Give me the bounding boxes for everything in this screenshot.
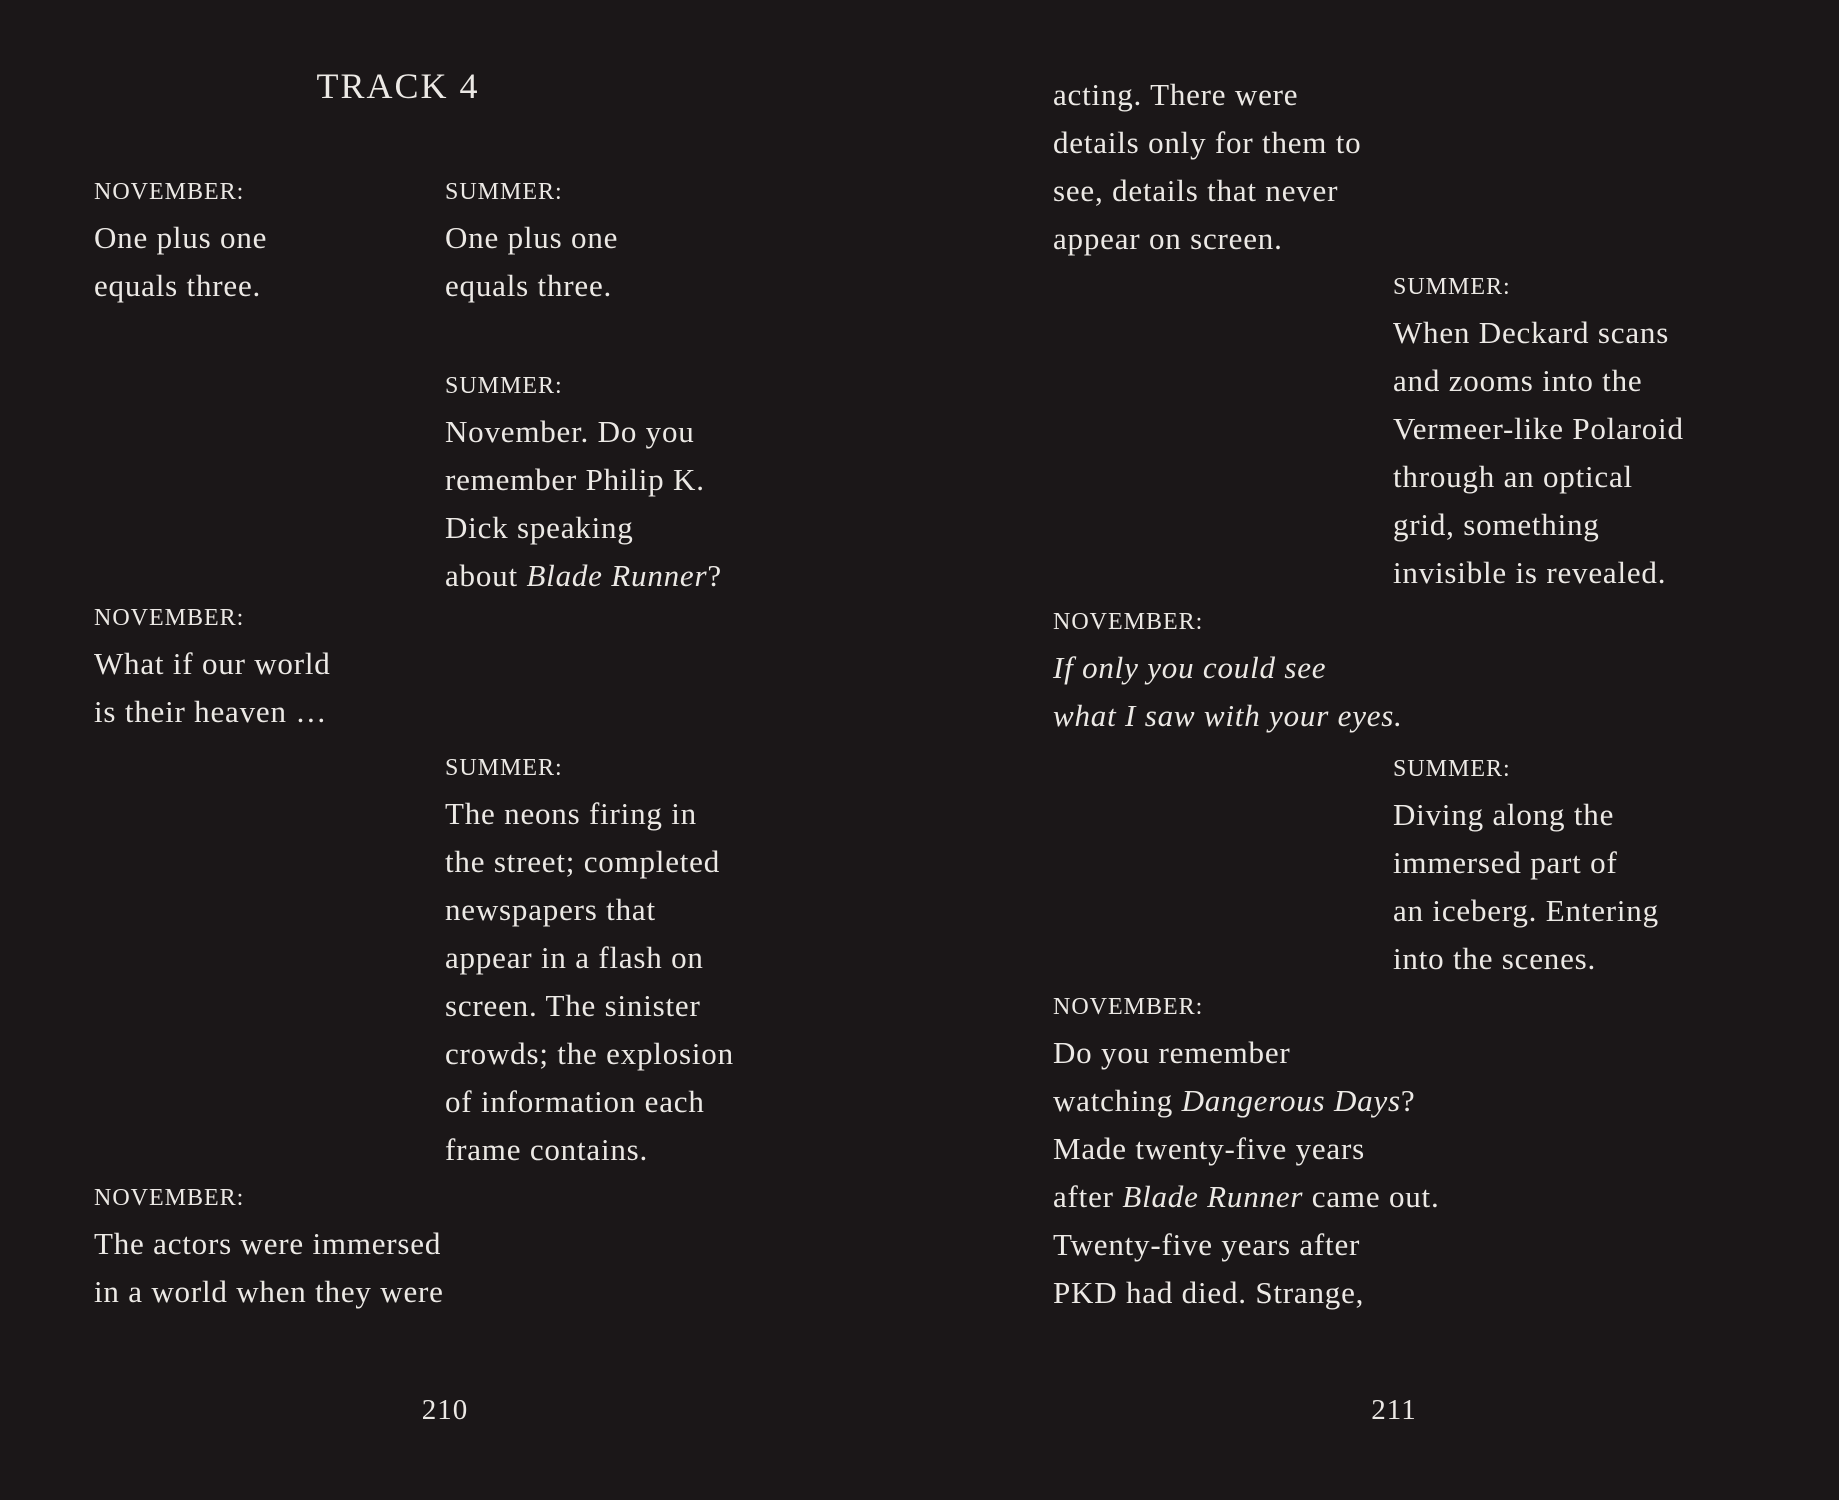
line-text: Made twenty-five years xyxy=(1053,1131,1365,1166)
line-text: One plus one xyxy=(94,220,268,255)
dialogue-line xyxy=(1393,357,1684,405)
speaker-label: NOVEMBER: xyxy=(94,605,245,631)
line-text: The neons firing in xyxy=(445,796,697,831)
dialogue-line xyxy=(445,456,722,504)
dialogue-line xyxy=(1053,1221,1440,1269)
dialogue-line xyxy=(94,262,267,310)
line-text: equals three. xyxy=(94,268,262,303)
dialogue-line xyxy=(94,688,331,736)
line-text: Vermeer-like Polaroid xyxy=(1393,411,1684,446)
speaker-label: SUMMER: xyxy=(445,373,563,399)
dialogue-line xyxy=(94,1220,444,1268)
dialogue-line xyxy=(1393,453,1684,501)
line-text: through an optical xyxy=(1393,459,1633,494)
dialogue-line xyxy=(1393,887,1659,935)
line-text: in a world when they were xyxy=(94,1274,444,1309)
dialogue-line xyxy=(445,790,734,838)
line-text: Do you remember xyxy=(1053,1035,1291,1070)
dialogue-line xyxy=(94,214,267,262)
line-text: came out. xyxy=(1303,1179,1440,1214)
line-text: of information each xyxy=(445,1084,705,1119)
dialogue-continuation xyxy=(1053,71,1361,263)
speaker-label: SUMMER: xyxy=(1393,756,1511,782)
line-text: Twenty-five years after xyxy=(1053,1227,1361,1262)
dialogue-line xyxy=(445,408,722,456)
line-text: watching xyxy=(1053,1083,1182,1118)
dialogue-line xyxy=(1053,692,1403,740)
line-text: ? xyxy=(1400,1083,1416,1118)
dialogue-line xyxy=(1393,309,1684,357)
dialogue-line xyxy=(445,214,618,262)
line-text: immersed part of xyxy=(1393,845,1618,880)
dialogue-block-summer xyxy=(445,170,618,310)
dialogue-line xyxy=(1393,405,1684,453)
dialogue-line xyxy=(1393,791,1659,839)
line-text: appear on screen. xyxy=(1053,221,1283,256)
dialogue-block-november xyxy=(94,1176,444,1316)
dialogue-line xyxy=(445,886,734,934)
dialogue-line xyxy=(94,1268,444,1316)
dialogue-line xyxy=(1053,1269,1440,1317)
dialogue-line xyxy=(1393,935,1659,983)
dialogue-block-summer xyxy=(445,746,734,1174)
line-text: When Deckard scans xyxy=(1393,315,1670,350)
line-text-italic: Blade Runner xyxy=(1122,1179,1304,1214)
dialogue-line xyxy=(445,1030,734,1078)
dialogue-line xyxy=(1053,71,1361,119)
dialogue-line xyxy=(94,640,331,688)
line-text: the street; completed xyxy=(445,844,721,879)
track-title: TRACK 4 xyxy=(316,66,480,106)
dialogue-line xyxy=(445,982,734,1030)
line-text: crowds; the explosion xyxy=(445,1036,734,1071)
speaker-label: NOVEMBER: xyxy=(1053,609,1204,635)
line-text: newspapers that xyxy=(445,892,656,927)
line-text: equals three. xyxy=(445,268,613,303)
dialogue-line xyxy=(1393,501,1684,549)
line-text: about xyxy=(445,558,527,593)
line-text-italic: Blade Runner xyxy=(526,558,708,593)
line-text: invisible is revealed. xyxy=(1393,555,1667,590)
line-text: ? xyxy=(707,558,722,593)
line-text: after xyxy=(1053,1179,1123,1214)
line-text: Diving along the xyxy=(1393,797,1615,832)
line-text: acting. There were xyxy=(1053,77,1299,112)
dialogue-line xyxy=(445,504,722,552)
dialogue-block-november xyxy=(94,596,331,736)
line-text: grid, something xyxy=(1393,507,1600,542)
dialogue-line xyxy=(1393,839,1659,887)
dialogue-line xyxy=(1053,1173,1440,1221)
line-text: frame contains. xyxy=(445,1132,649,1167)
line-text: into the scenes. xyxy=(1393,941,1597,976)
line-text: remember Philip K. xyxy=(445,462,705,497)
dialogue-block-november xyxy=(94,170,267,310)
dialogue-line xyxy=(1053,1125,1440,1173)
dialogue-line xyxy=(1053,644,1403,692)
page-number-right: 211 xyxy=(1371,1394,1417,1426)
line-text: an iceberg. Entering xyxy=(1393,893,1659,928)
dialogue-block-november xyxy=(1053,985,1440,1317)
page-number-left: 210 xyxy=(421,1394,469,1426)
speaker-label: SUMMER: xyxy=(445,755,563,781)
line-text: details only for them to xyxy=(1053,125,1362,160)
line-text: Dick speaking xyxy=(445,510,634,545)
dialogue-line xyxy=(445,838,734,886)
line-text: appear in a flash on xyxy=(445,940,704,975)
dialogue-line xyxy=(445,1078,734,1126)
line-text: PKD had died. Strange, xyxy=(1053,1275,1365,1310)
dialogue-block-summer xyxy=(445,364,722,600)
line-text-italic: If only you could see xyxy=(1053,650,1327,685)
speaker-label: SUMMER: xyxy=(445,179,563,205)
line-text: is their heaven … xyxy=(94,694,328,729)
speaker-label: NOVEMBER: xyxy=(1053,994,1204,1020)
dialogue-line xyxy=(1053,1029,1440,1077)
line-text: see, details that never xyxy=(1053,173,1339,208)
line-text: screen. The sinister xyxy=(445,988,701,1023)
dialogue-line xyxy=(445,1126,734,1174)
dialogue-block-summer xyxy=(1393,747,1659,983)
dialogue-line xyxy=(1053,215,1361,263)
dialogue-line xyxy=(1393,549,1684,597)
dialogue-block-summer xyxy=(1393,265,1684,597)
dialogue-line xyxy=(445,552,722,600)
line-text: November. Do you xyxy=(445,414,695,449)
dialogue-line xyxy=(445,262,618,310)
dialogue-line xyxy=(1053,119,1361,167)
speaker-label: NOVEMBER: xyxy=(94,179,245,205)
dialogue-line xyxy=(445,934,734,982)
dialogue-line xyxy=(1053,167,1361,215)
line-text-italic: Dangerous Days xyxy=(1181,1083,1401,1118)
line-text: What if our world xyxy=(94,646,331,681)
line-text: The actors were immersed xyxy=(94,1226,442,1261)
dialogue-block-november xyxy=(1053,600,1403,740)
speaker-label: NOVEMBER: xyxy=(94,1185,245,1211)
speaker-label: SUMMER: xyxy=(1393,274,1511,300)
dialogue-line xyxy=(1053,1077,1440,1125)
line-text-italic: what I saw with your eyes. xyxy=(1053,698,1403,733)
line-text: One plus one xyxy=(445,220,619,255)
line-text: and zooms into the xyxy=(1393,363,1643,398)
